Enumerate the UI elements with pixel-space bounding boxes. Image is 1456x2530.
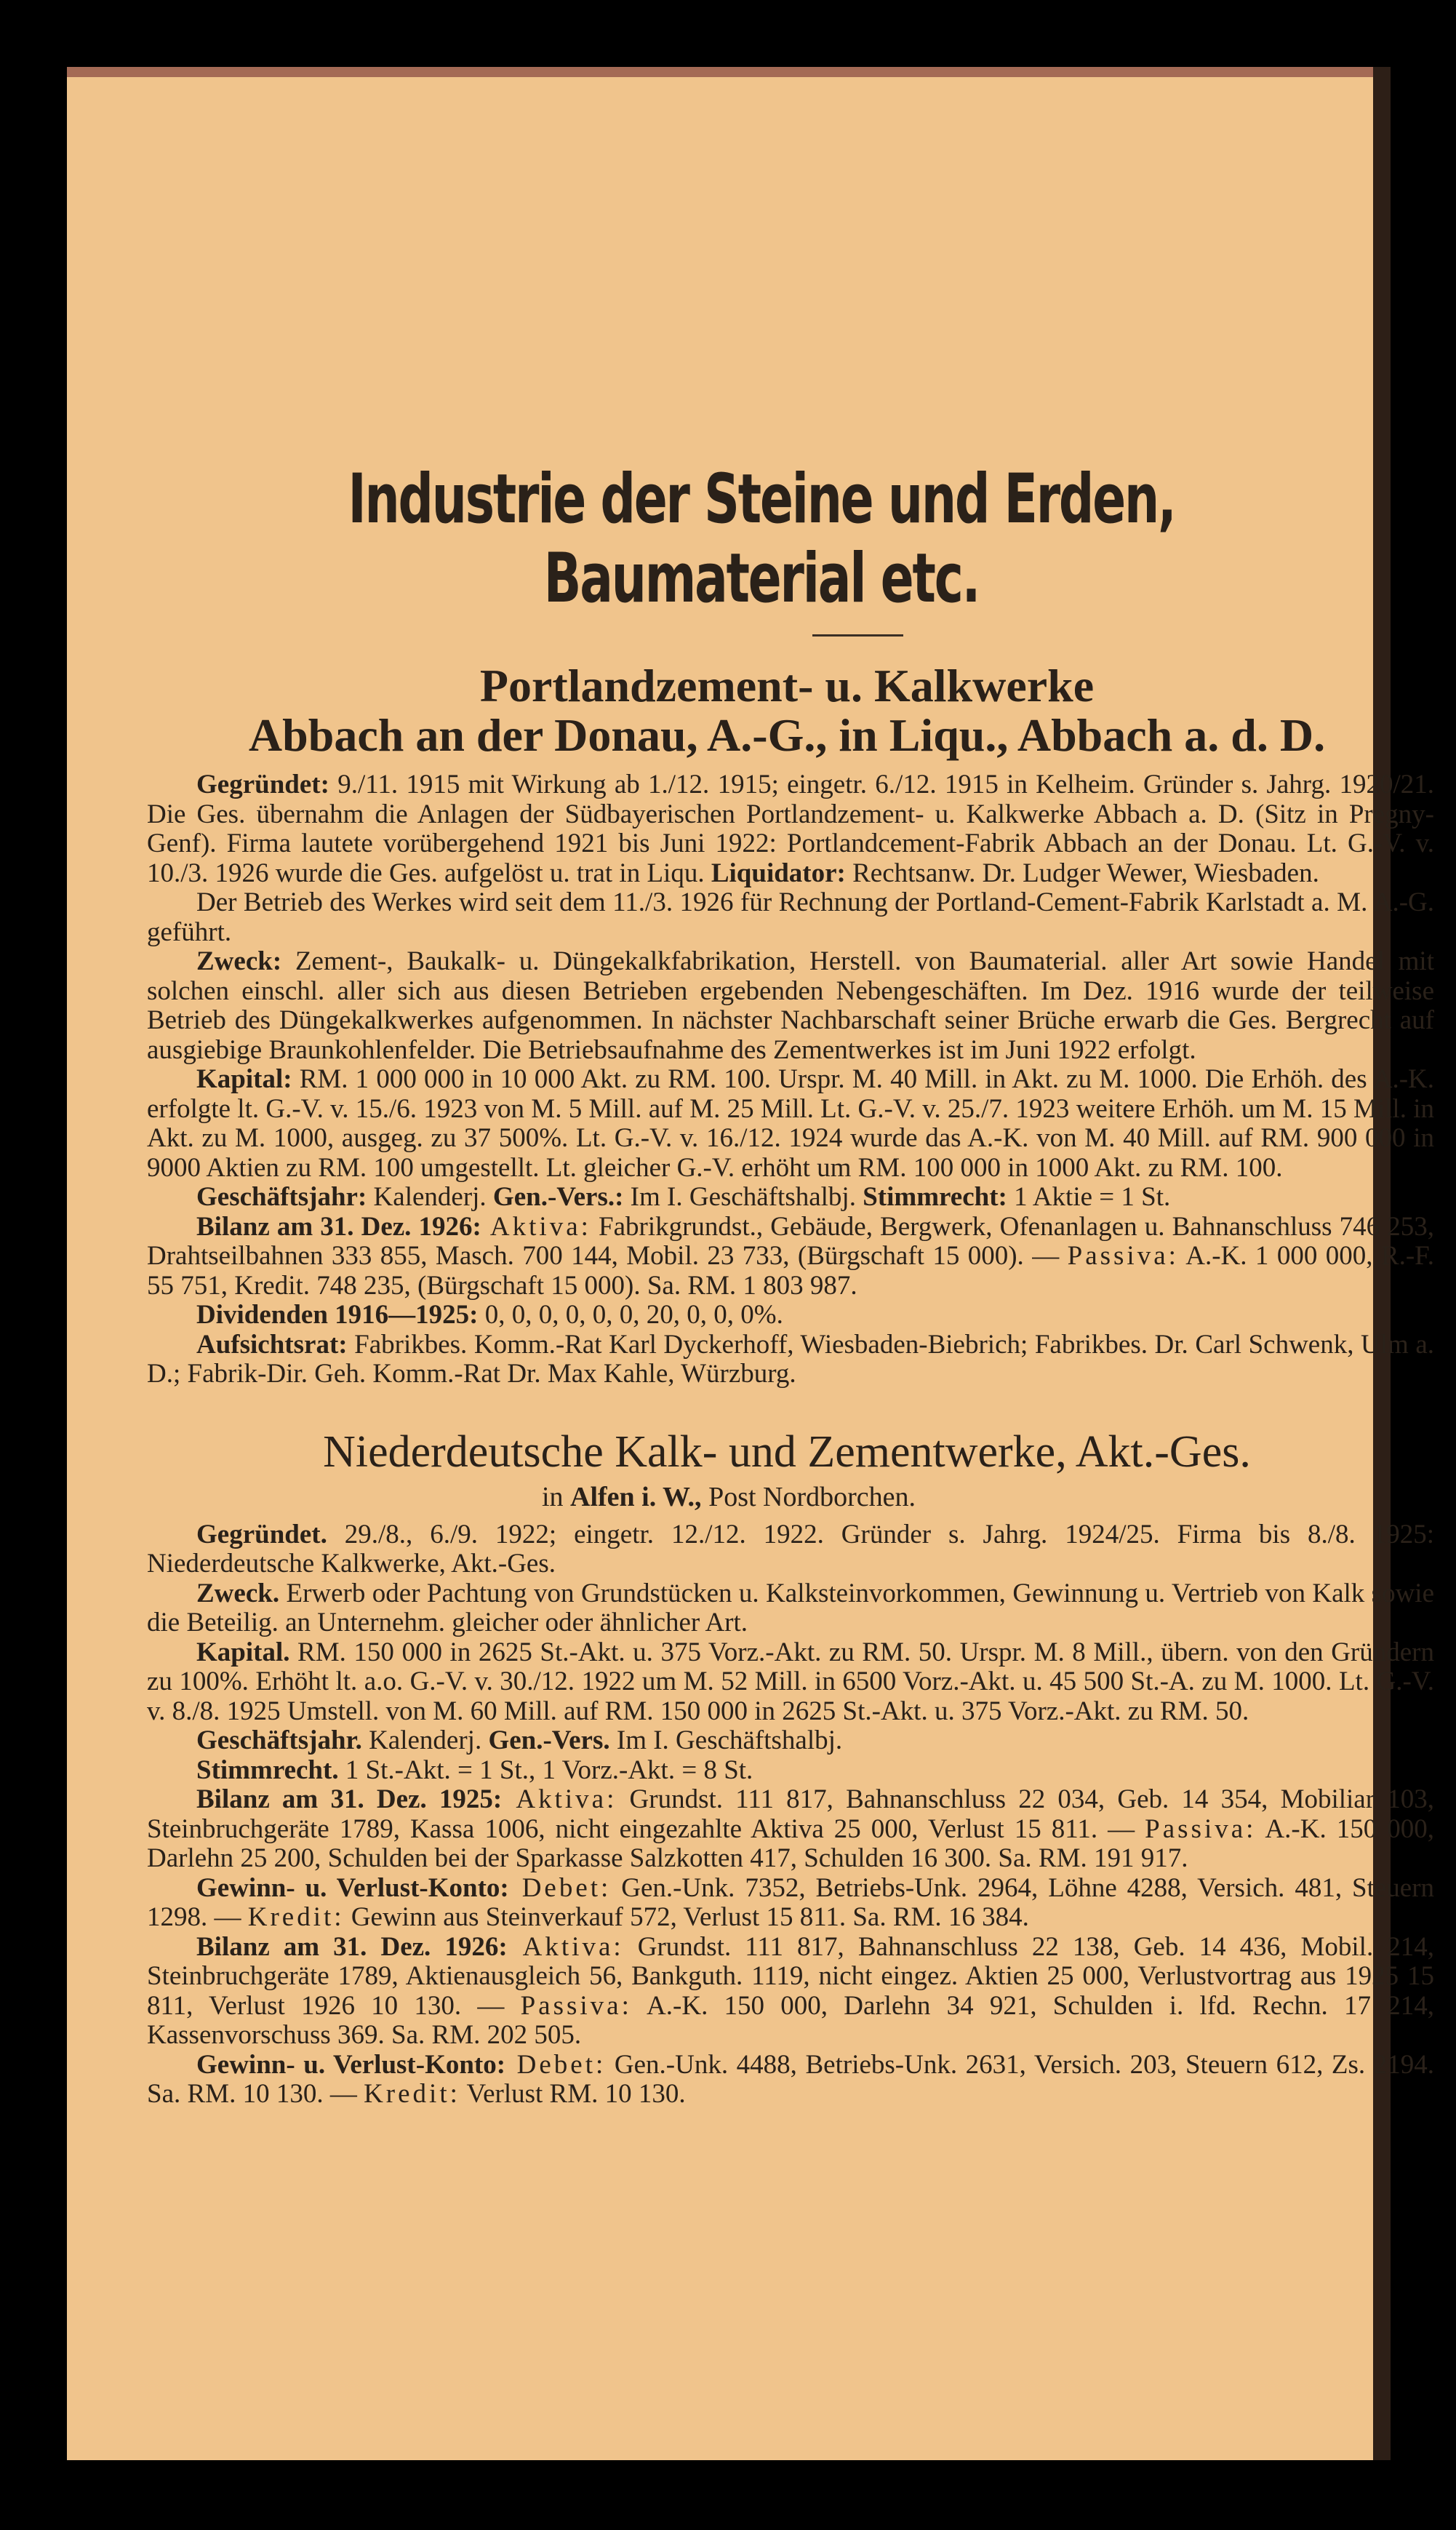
guv-1925-kredit: Gewinn aus Steinverkauf 572, Verlust 15 811. Sa. RM. 16 384. bbox=[344, 1902, 1029, 1932]
kapital-label: Kapital: bbox=[196, 1064, 292, 1094]
gegruendet-text: 9./11. 1915 mit Wirkung ab 1./12. 1915; eingetr. 6./12. 1915 in Kelheim. Gründer s. Jahrg. 1920/21. Die Ges. übernahm die Anlagen der Südbayerischen Portlandzement- u. Kalkwerke Abbach a. D. (Sitz in Pregny-Genf). Firma lautete vorübergehend 1921 bis Juni 1922: Portlandcement-Fabrik Abbach an der Donau. Lt. G.-V. v. 10./3. 1926 wurde die Ges. aufgelöst u. trat in Liqu. bbox=[147, 770, 1434, 888]
aktiva-word: Aktiva: bbox=[507, 1931, 624, 1962]
aktiva-word: Aktiva: bbox=[481, 1211, 591, 1242]
bilanz-1926-label: Bilanz am 31. Dez. 1926: bbox=[196, 1931, 508, 1962]
section-divider bbox=[812, 634, 903, 637]
guv-1925-debet: Gen.-Unk. 7352, Betriebs-Unk. 2964, Löhne 4288, Versich. 481, Steuern 1298. — bbox=[147, 1872, 1435, 1932]
zweck-label: Zweck. bbox=[196, 1578, 280, 1608]
company2-name: Niederdeutsche Kalk- und Zementwerke, Akt.-Ges. bbox=[323, 1426, 1251, 1477]
dividenden-label: Dividenden 1916—1925: bbox=[196, 1300, 479, 1330]
company2-zweck bbox=[147, 1579, 1434, 1638]
aufsichtsrat-label: Aufsichtsrat: bbox=[196, 1329, 348, 1360]
liquidator-label: Liquidator: bbox=[711, 858, 846, 888]
loc-city: Alfen i. W., bbox=[570, 1481, 702, 1512]
loc-prefix: in bbox=[541, 1481, 571, 1512]
kredit-word: Kredit: bbox=[247, 1902, 345, 1932]
stimmrecht-label: Stimmrecht: bbox=[863, 1182, 1007, 1212]
gj-text: Kalenderj. bbox=[361, 1725, 489, 1755]
bilanz-1926-aktiva: Grundst. 111 817, Bahnanschluss 22 138, Geb. 14 436, Mobil. 214, Steinbruchgeräte 1789, Aktienausgleich 56, Bankguth. 1119, nicht eingez. Aktien 25 000, Verlustvortrag aus 1925 15 811, Verlust 1926 10 130. — bbox=[147, 1931, 1434, 2021]
passiva-word: Passiva: bbox=[520, 1990, 632, 2021]
zweck-text: Zement-, Baukalk- u. Düngekalkfabrikation, Herstell. von Baumaterial. aller Art sowie Handel mit solchen einschl. aller sich aus diesen Betrieben ergebenden Nebengeschäften. Im Dez. 1916 wurde der teilweise Betrieb des Düngekalkwerkes aufgenommen. In nächster Nachbarschaft seiner Brüche erwarb die Ges. Bergrecht auf ausgiebige Braunkohlenfelder. Die Betriebsaufnahme des Zementwerkes ist im Juni 1922 erfolgt. bbox=[147, 946, 1434, 1065]
debet-word: Debet: bbox=[508, 1872, 612, 1903]
liquidator-text: Rechtsanw. Dr. Ludger Wewer, Wiesbaden. bbox=[845, 858, 1319, 888]
bilanz-1925-label: Bilanz am 31. Dez. 1925: bbox=[196, 1784, 503, 1814]
aktiva-word: Aktiva: bbox=[502, 1784, 617, 1814]
company1-betrieb: Der Betrieb des Werkes wird seit dem 11./3. 1926 für Rechnung der Portland-Cement-Fabrik Karlstadt a. M. A.-G. geführt. bbox=[147, 887, 1434, 947]
passiva-word: Passiva: bbox=[1067, 1241, 1179, 1271]
guv-1925-label: Gewinn- u. Verlust-Konto: bbox=[196, 1872, 509, 1903]
company1-name-line2: Abbach an der Donau, A.-G., in Liqu., Abbach a. d. D. bbox=[248, 709, 1326, 761]
guv-1926-kredit: Verlust RM. 10 130. bbox=[460, 2079, 686, 2109]
bilanz-1925-passiva: A.-K. 150 000, Darlehn 25 200, Schulden bei der Sparkasse Salzkotten 417, Schulden 16 300. Sa. RM. 191 917. bbox=[147, 1813, 1434, 1873]
loc-suffix: Post Nordborchen. bbox=[701, 1481, 916, 1512]
company2-geschaeftsjahr bbox=[147, 1726, 1434, 1756]
guv-1926-label: Gewinn- u. Verlust-Konto: bbox=[196, 2049, 506, 2080]
stimmrecht-text: 1 St.-Akt. = 1 St., 1 Vorz.-Akt. = 8 St. bbox=[338, 1755, 753, 1785]
company1-dividenden bbox=[147, 1301, 1434, 1330]
company1-aufsichtsrat bbox=[147, 1330, 1434, 1389]
company2-bilanz-1925 bbox=[147, 1785, 1434, 1874]
company2-stimmrecht bbox=[147, 1756, 1434, 1786]
passiva-word: Passiva: bbox=[1145, 1813, 1257, 1844]
stimmrecht-label: Stimmrecht. bbox=[196, 1755, 339, 1785]
gegruendet-text: 29./8., 6./9. 1922; eingetr. 12./12. 1922. Gründer s. Jahrg. 1924/25. Firma bis 8./8. 1925: Niederdeutsche Kalkwerke, Akt.-Ges. bbox=[147, 1519, 1434, 1579]
bilanz-aktiva: Fabrikgrundst., Gebäude, Bergwerk, Ofenanlagen u. Bahnanschluss 746 253, Drahtseilbahnen 333 855, Masch. 700 144, Mobil. 23 733, (Bürgschaft 15 000). — bbox=[147, 1211, 1434, 1271]
company2-guv-1925 bbox=[147, 1874, 1434, 1933]
dividenden-text: 0, 0, 0, 0, 0, 0, 20, 0, 0, 0%. bbox=[478, 1300, 783, 1330]
gegruendet-label: Gegründet: bbox=[196, 770, 329, 799]
gj-text: Kalenderj. bbox=[367, 1182, 493, 1212]
kapital-text: RM. 150 000 in 2625 St.-Akt. u. 375 Vorz.-Akt. zu RM. 50. Urspr. M. 8 Mill., übern. von den Gründern zu 100%. Erhöht lt. a.o. G.-V. v. 30./12. 1922 um M. 52 Mill. in 6500 Vorz.-Akt. u. 45 500 St.-A. zu M. 1000. Lt. G.-V. v. 8./8. 1925 Umstell. von M. 60 Mill. auf RM. 150 000 in 2625 St.-Akt. u. 375 Vorz.-Akt. zu RM. 50. bbox=[147, 1637, 1434, 1726]
aufsichtsrat-text: Fabrikbes. Komm.-Rat Karl Dyckerhoff, Wiesbaden-Biebrich; Fabrikbes. Dr. Carl Schwenk, Ulm a. D.; Fabrik-Dir. Geh. Komm.-Rat Dr. Max Kahle, Würzburg. bbox=[147, 1329, 1434, 1389]
company1-gegruendet bbox=[147, 770, 1434, 888]
company2-kapital bbox=[147, 1638, 1434, 1727]
company1-name-line1: Portlandzement- u. Kalkwerke bbox=[479, 660, 1095, 711]
genvers-label: Gen.-Vers.: bbox=[492, 1182, 624, 1212]
debet-word: Debet: bbox=[505, 2049, 607, 2080]
company1-bilanz bbox=[147, 1213, 1434, 1301]
bilanz-passiva: A.-K. 1 000 000, R.-F. 55 751, Kredit. 748 235, (Bürgschaft 15 000). Sa. RM. 1 803 987. bbox=[147, 1241, 1435, 1301]
bilanz-1926-passiva: A.-K. 150 000, Darlehn 34 921, Schulden i. lfd. Rechn. 17 214, Kassenvorschuss 369. Sa. RM. 202 505. bbox=[147, 1990, 1434, 2050]
guv-1926-debet: Gen.-Unk. 4488, Betriebs-Unk. 2631, Versich. 203, Steuern 612, Zs. 2194. Sa. RM. 10 130. — bbox=[147, 2049, 1434, 2109]
zweck-text: Erwerb oder Pachtung von Grundstücken u. Kalksteinvorkommen, Gewinnung u. Vertrieb von Kalk sowie die Beteilig. an Unternehm. gleicher oder ähnlicher Art. bbox=[147, 1578, 1434, 1637]
book-page bbox=[67, 67, 1435, 2460]
kredit-word: Kredit: bbox=[364, 2079, 460, 2109]
section-title: Industrie der Steine und Erden, Baumaterial etc. bbox=[348, 460, 1175, 618]
gj-label: Geschäftsjahr: bbox=[196, 1182, 367, 1212]
kapital-label: Kapital. bbox=[196, 1637, 290, 1667]
zweck-label: Zweck: bbox=[196, 946, 282, 976]
company1-geschaeftsjahr bbox=[147, 1183, 1434, 1213]
binding-edge-top bbox=[67, 67, 1391, 77]
genvers-text: Im I. Geschäftshalbj. bbox=[623, 1182, 863, 1212]
bilanz-1925-aktiva: Grundst. 111 817, Bahnanschluss 22 034, Geb. 14 354, Mobiliar 103, Steinbruchgeräte 1789, Kassa 1006, nicht eingezahlte Aktiva 25 000, Verlust 15 811. — bbox=[147, 1784, 1434, 1844]
gj-label: Geschäftsjahr. bbox=[196, 1725, 362, 1755]
gegruendet-label: Gegründet. bbox=[196, 1519, 327, 1549]
company2-location bbox=[147, 1481, 1311, 1513]
stimmrecht-text: 1 Aktie = 1 St. bbox=[1007, 1182, 1171, 1212]
company1-zweck bbox=[147, 947, 1434, 1065]
company1-kapital bbox=[147, 1065, 1434, 1183]
bilanz-label: Bilanz am 31. Dez. 1926: bbox=[196, 1211, 481, 1242]
kapital-text: RM. 1 000 000 in 10 000 Akt. zu RM. 100. Urspr. M. 40 Mill. in Akt. zu M. 1000. Die Erhöh. des A.-K. erfolgte lt. G.-V. v. 15./6. 1923 von M. 5 Mill. auf M. 25 Mill. Lt. G.-V. v. 25./7. 1923 weitere Erhöh. um M. 15 Mill. in Akt. zu M. 1000, ausgeg. zu 37 500%. Lt. G.-V. v. 16./12. 1924 wurde das A.-K. von M. 40 Mill. auf RM. 900 000 in 9000 Aktien zu RM. 100 umgestellt. Lt. gleicher G.-V. erhöht um RM. 100 000 in 1000 Akt. zu RM. 100. bbox=[147, 1064, 1434, 1183]
company2-bilanz-1926 bbox=[147, 1933, 1434, 2051]
company2-guv-1926 bbox=[147, 2051, 1434, 2110]
genvers-text: Im I. Geschäftshalbj. bbox=[609, 1725, 843, 1755]
page-content bbox=[147, 460, 1456, 2110]
genvers-label: Gen.-Vers. bbox=[488, 1725, 610, 1755]
company2-gegruendet bbox=[147, 1520, 1434, 1579]
